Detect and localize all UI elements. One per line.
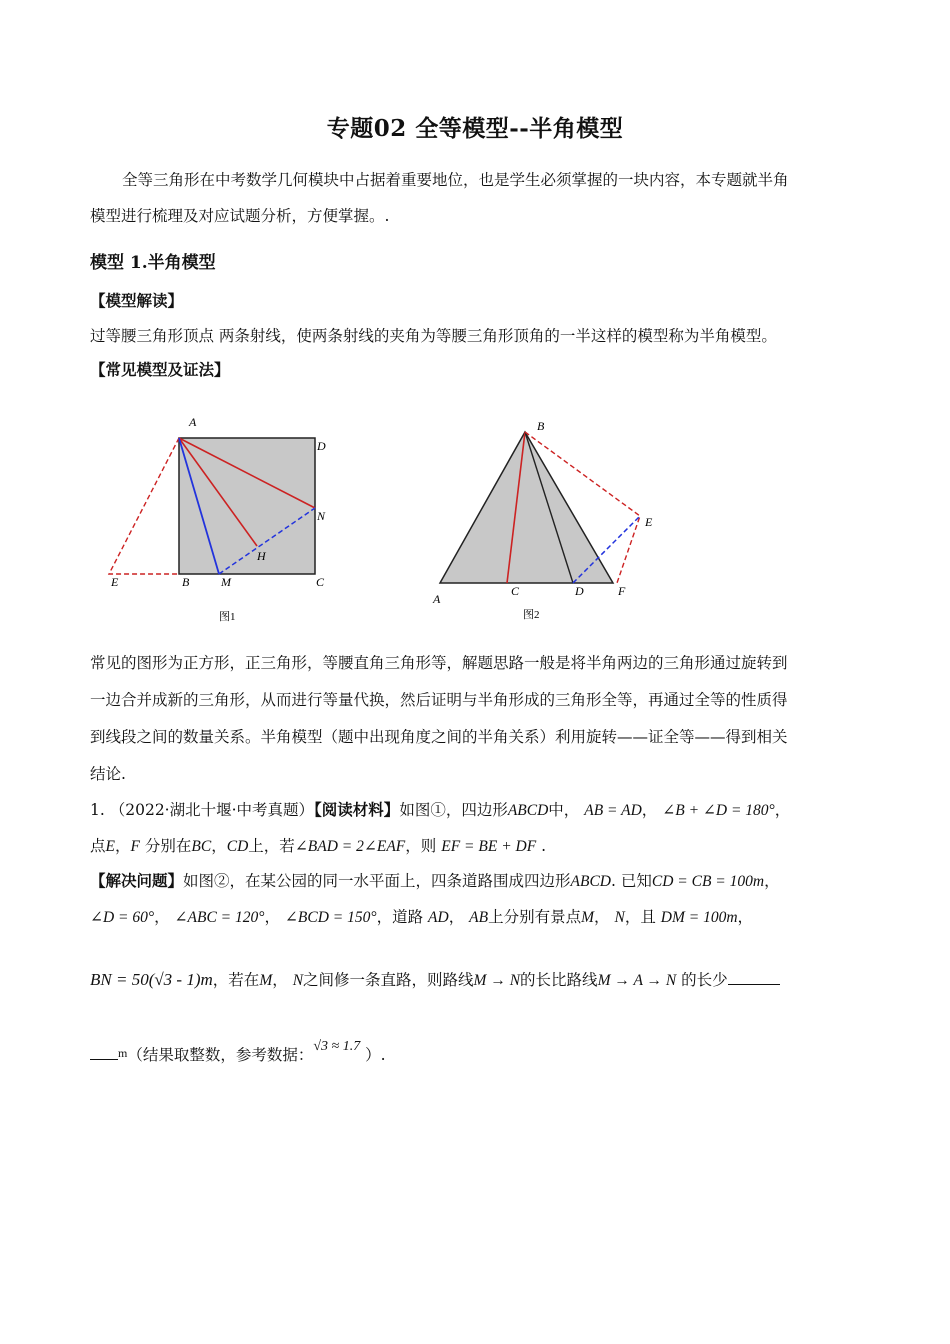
intro-line-2: 模型进行梳理及对应试题分析，方便掌握。. [90, 207, 390, 225]
text: 的长少 [681, 971, 728, 989]
text: ，若在 [212, 971, 260, 989]
text: ，且 [624, 908, 656, 926]
text: （结果取整数，参考数据： [127, 1046, 314, 1064]
label-m: M [221, 575, 231, 589]
answer-blank-continued[interactable] [90, 1043, 118, 1060]
text: ，则 [405, 837, 437, 855]
math-abcd: ABCD [570, 873, 611, 890]
math-ab-eq-ad: AB = AD [584, 802, 642, 819]
math-angle-abc: ∠ABC = 120° [174, 909, 265, 926]
label-b: B [182, 575, 190, 589]
label-e: E [645, 515, 653, 529]
reading-label: 【模型解读】 [90, 291, 184, 310]
triangle-abf [440, 432, 613, 583]
label-a: A [433, 592, 441, 606]
math-ref-sqrt3: √3 ≈ 1.7 [313, 1039, 361, 1054]
problem-line-2 [90, 836, 546, 857]
label-e: E [111, 575, 119, 589]
text: ， [211, 837, 227, 855]
math-angle-d: ∠D = 60° [90, 909, 155, 926]
label-c: C [316, 575, 325, 589]
label-a: A [189, 415, 197, 429]
dashed-rotation-e [109, 438, 179, 574]
math-dm: DM = 100m [660, 909, 738, 926]
math-ef-eq: EF = BE + DF [441, 838, 537, 855]
label-d: D [575, 584, 584, 598]
text: ， [272, 971, 288, 989]
math-f: F [130, 838, 140, 855]
text: ， [774, 801, 791, 819]
figure-2-caption: 图2 [523, 609, 540, 620]
text: 上分别有景点 [488, 908, 582, 926]
problem-line-4 [90, 907, 753, 928]
label-h: H [257, 549, 266, 563]
explanation-line-4: 结论. [90, 765, 126, 783]
text: ， [594, 908, 610, 926]
label-f: F [618, 584, 626, 598]
label-d: D [317, 439, 326, 453]
math-abcd: ABCD [507, 802, 549, 819]
text: ， [154, 908, 170, 926]
math-n: N [292, 972, 304, 989]
page-title: 专题02 全等模型--半角模型 [326, 115, 624, 142]
math-cd-cb: CD = CB = 100m [651, 873, 765, 890]
text: 上，若 [248, 837, 295, 855]
text: ， [764, 872, 780, 890]
math-ad: AD [428, 909, 449, 926]
text: 如图①，四边形 [399, 801, 508, 819]
label-c: C [511, 584, 520, 598]
reading-text: 过等腰三角形顶点 两条射线，使两条射线的夹角为等腰三角形顶角的一半这样的模型称为半角模型。 [90, 327, 777, 345]
text: ，道路 [376, 908, 424, 926]
answer-blank[interactable] [728, 968, 780, 985]
text: ， [641, 801, 658, 819]
math-bn: BN = 50(√3 - 1)m [90, 970, 213, 989]
text: . 已知 [611, 872, 652, 890]
section-heading: 模型 1.半角模型 [90, 253, 216, 273]
math-n: N [614, 909, 625, 926]
math-bc: BC [191, 838, 212, 855]
solve-label: 【解决问题】 [90, 871, 184, 890]
math-angle-bcd: ∠BCD = 150° [284, 909, 377, 926]
problem-number: 1. [90, 801, 105, 819]
figure-2 [425, 410, 665, 620]
text: 中， [548, 801, 580, 819]
problem-line-5 [90, 968, 780, 991]
text: 之间修一条直路，则路线 [303, 971, 474, 989]
math-ab: AB [469, 909, 489, 926]
text: 的长比路线 [520, 971, 598, 989]
text: ， [737, 908, 754, 926]
math-route-mn: M → N [473, 972, 521, 989]
common-label: 【常见模型及证法】 [90, 360, 230, 379]
explanation-line-3: 到线段之间的数量关系。半角模型（题中出现角度之间的半角关系）利用旋转——证全等——得到相关 [90, 728, 788, 746]
text: 分别在 [144, 837, 192, 855]
math-m: M [259, 972, 273, 989]
problem-source: （2022·湖北十堰·中考真题） [109, 801, 315, 819]
math-route-man: M → A → N [597, 972, 677, 989]
intro-line-1: 全等三角形在中考数学几何模块中占据着重要地位，也是学生必须掌握的一块内容，本专题就半角 [122, 171, 789, 189]
math-cd: CD [226, 838, 249, 855]
math-e: E [105, 838, 115, 855]
figure-1-caption: 图1 [219, 611, 236, 623]
text: ）. [365, 1046, 386, 1064]
explanation-line-2: 一边合并成新的三角形，从而进行等量代换，然后证明与半角形成的三角形全等，再通过全等的性质得 [90, 691, 788, 709]
problem-line-6 [90, 1039, 386, 1067]
figure-1 [95, 400, 355, 630]
text: ， [114, 837, 131, 855]
problem-line-1 [90, 800, 790, 821]
problem-line-3 [90, 871, 780, 892]
material-label: 【阅读材料】 [314, 800, 400, 819]
text: 点 [90, 837, 106, 855]
text: . [541, 837, 547, 855]
label-n: N [317, 509, 326, 523]
math-angle-bad: ∠BAD = 2∠EAF [294, 838, 406, 855]
unit-m: m [118, 1046, 128, 1060]
text: ， [448, 908, 465, 926]
text: 如图②，在某公园的同一水平面上，四条道路围成四边形 [183, 872, 571, 890]
text: ， [264, 908, 280, 926]
math-m: M [581, 909, 595, 926]
math-angle-sum: ∠B + ∠D = 180° [662, 802, 775, 819]
label-b: B [537, 419, 545, 433]
explanation-line-1: 常见的图形为正方形，正三角形，等腰直角三角形等，解题思路一般是将半角两边的三角形通过旋转到 [90, 654, 788, 672]
